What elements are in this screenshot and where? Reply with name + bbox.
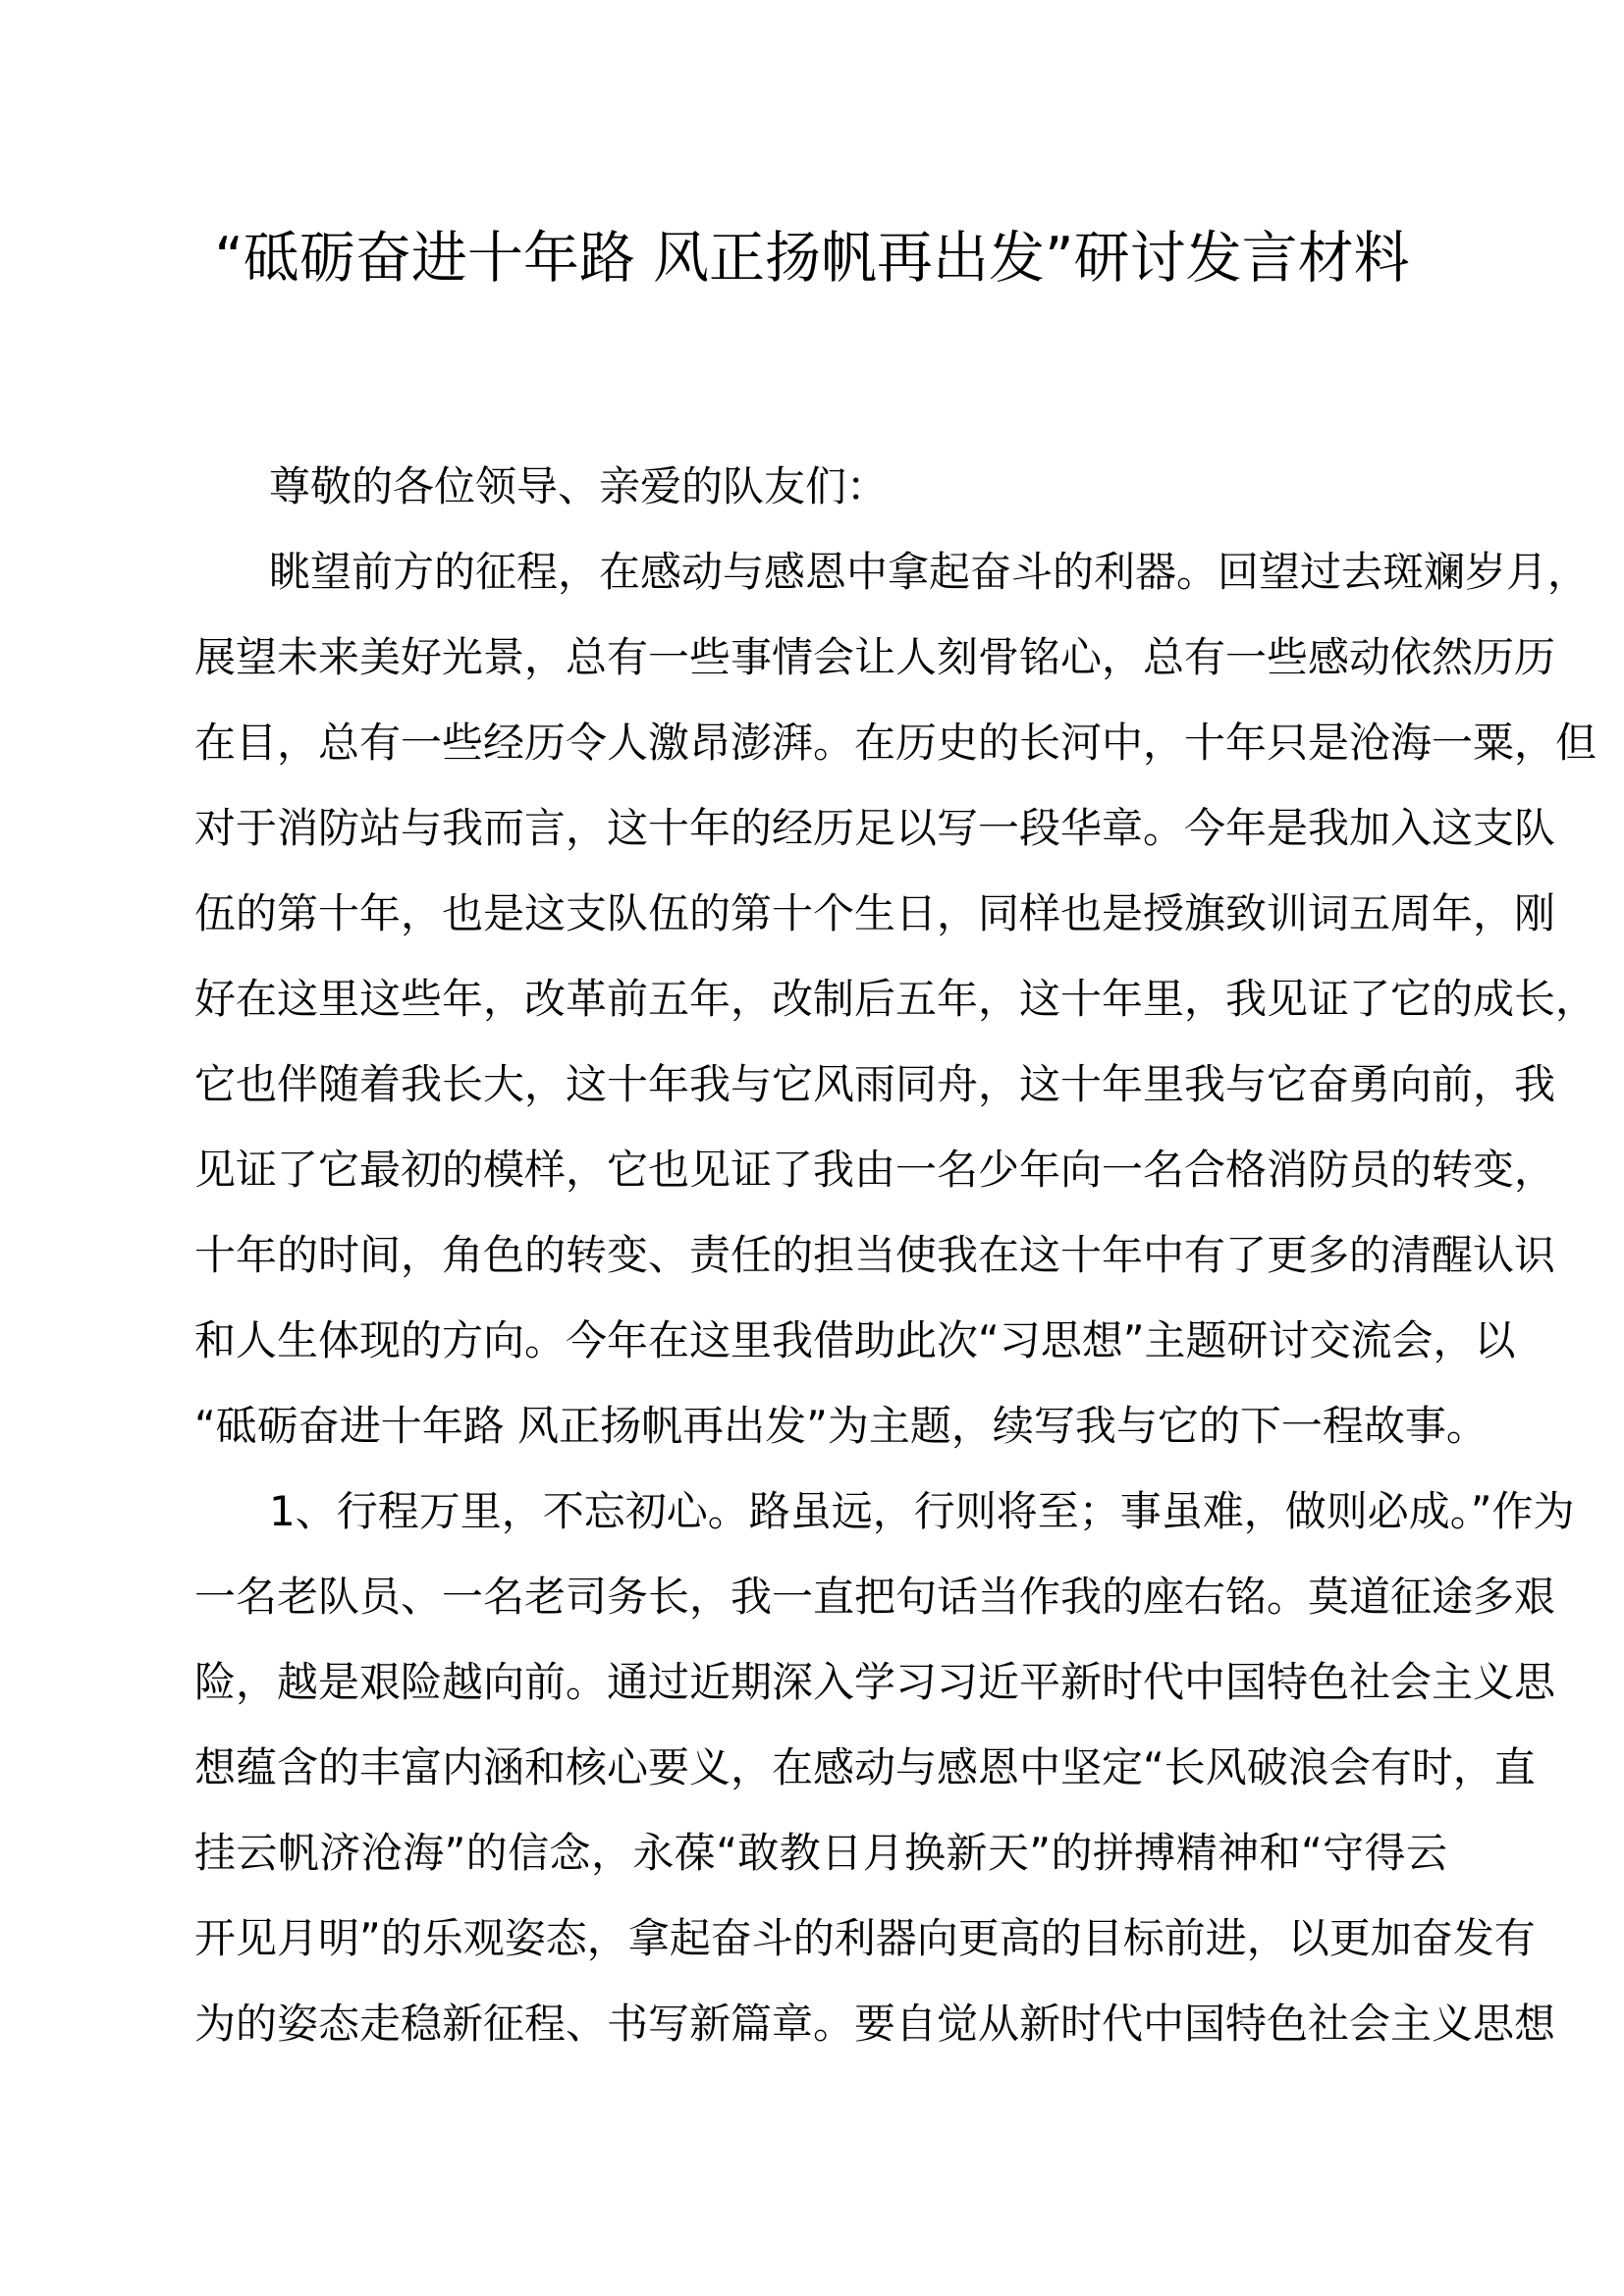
paragraph-line: 1、行程万里，不忘初心。路虽远，行则将至；事虽难，做则必成。”作为 (269, 1487, 1575, 1535)
paragraph-line: 见证了它最初的模样，它也见证了我由一名少年向一名合格消防员的转变， (194, 1146, 1556, 1194)
paragraph-line: 在目，总有一些经历令人激昂澎湃。在历史的长河中，十年只是沧海一粟，但 (194, 719, 1597, 767)
paragraph-line: 好在这里这些年，改革前五年，改制后五年，这十年里，我见证了它的成长， (194, 975, 1597, 1023)
document-title: “砥砺奋进十年路 风正扬帆再出发”研讨发言材料 (214, 226, 1410, 291)
paragraph-line: “砥砺奋进十年路 风正扬帆再出发”为主题，续写我与它的下一程故事。 (194, 1402, 1488, 1450)
paragraph-line: 十年的时间，角色的转变、责任的担当使我在这十年中有了更多的清醒认识 (194, 1231, 1556, 1279)
paragraph-line: 眺望前方的征程，在感动与感恩中拿起奋斗的利器。回望过去斑斓岁月， (269, 548, 1590, 596)
paragraph-line: 一名老队员、一名老司务长，我一直把句话当作我的座右铭。莫道征途多艰 (194, 1573, 1556, 1621)
paragraph-line: 险，越是艰险越向前。通过近期深入学习习近平新时代中国特色社会主义思 (194, 1658, 1556, 1706)
paragraph-line: 开见月明”的乐观姿态，拿起奋斗的利器向更高的目标前进，以更加奋发有 (194, 1914, 1536, 1962)
paragraph-line: 挂云帆济沧海”的信念，永葆“敢教日月换新天”的拼搏精神和“守得云 (194, 1829, 1447, 1877)
document-body (194, 444, 1597, 2066)
paragraph-line: 为的姿态走稳新征程、书写新篇章。要自觉从新时代中国特色社会主义思想 (194, 2000, 1556, 2048)
paragraph-line: 想蕴含的丰富内涵和核心要义，在感动与感恩中坚定“长风破浪会有时，直 (194, 1743, 1536, 1791)
paragraph-line: 它也伴随着我长大，这十年我与它风雨同舟，这十年里我与它奋勇向前，我 (194, 1060, 1556, 1108)
paragraph-line: 伍的第十年，也是这支队伍的第十个生日，同样也是授旗致训词五周年，刚 (194, 889, 1556, 937)
paragraph-line: 展望未来美好光景，总有一些事情会让人刻骨铭心，总有一些感动依然历历 (194, 633, 1556, 681)
salutation-line: 尊敬的各位领导、亲爱的队友们： (269, 462, 889, 510)
paragraph-line: 和人生体现的方向。今年在这里我借助此次“习思想”主题研讨交流会，以 (194, 1316, 1516, 1364)
paragraph-line: 对于消防站与我而言，这十年的经历足以写一段华章。今年是我加入这支队 (194, 804, 1556, 852)
